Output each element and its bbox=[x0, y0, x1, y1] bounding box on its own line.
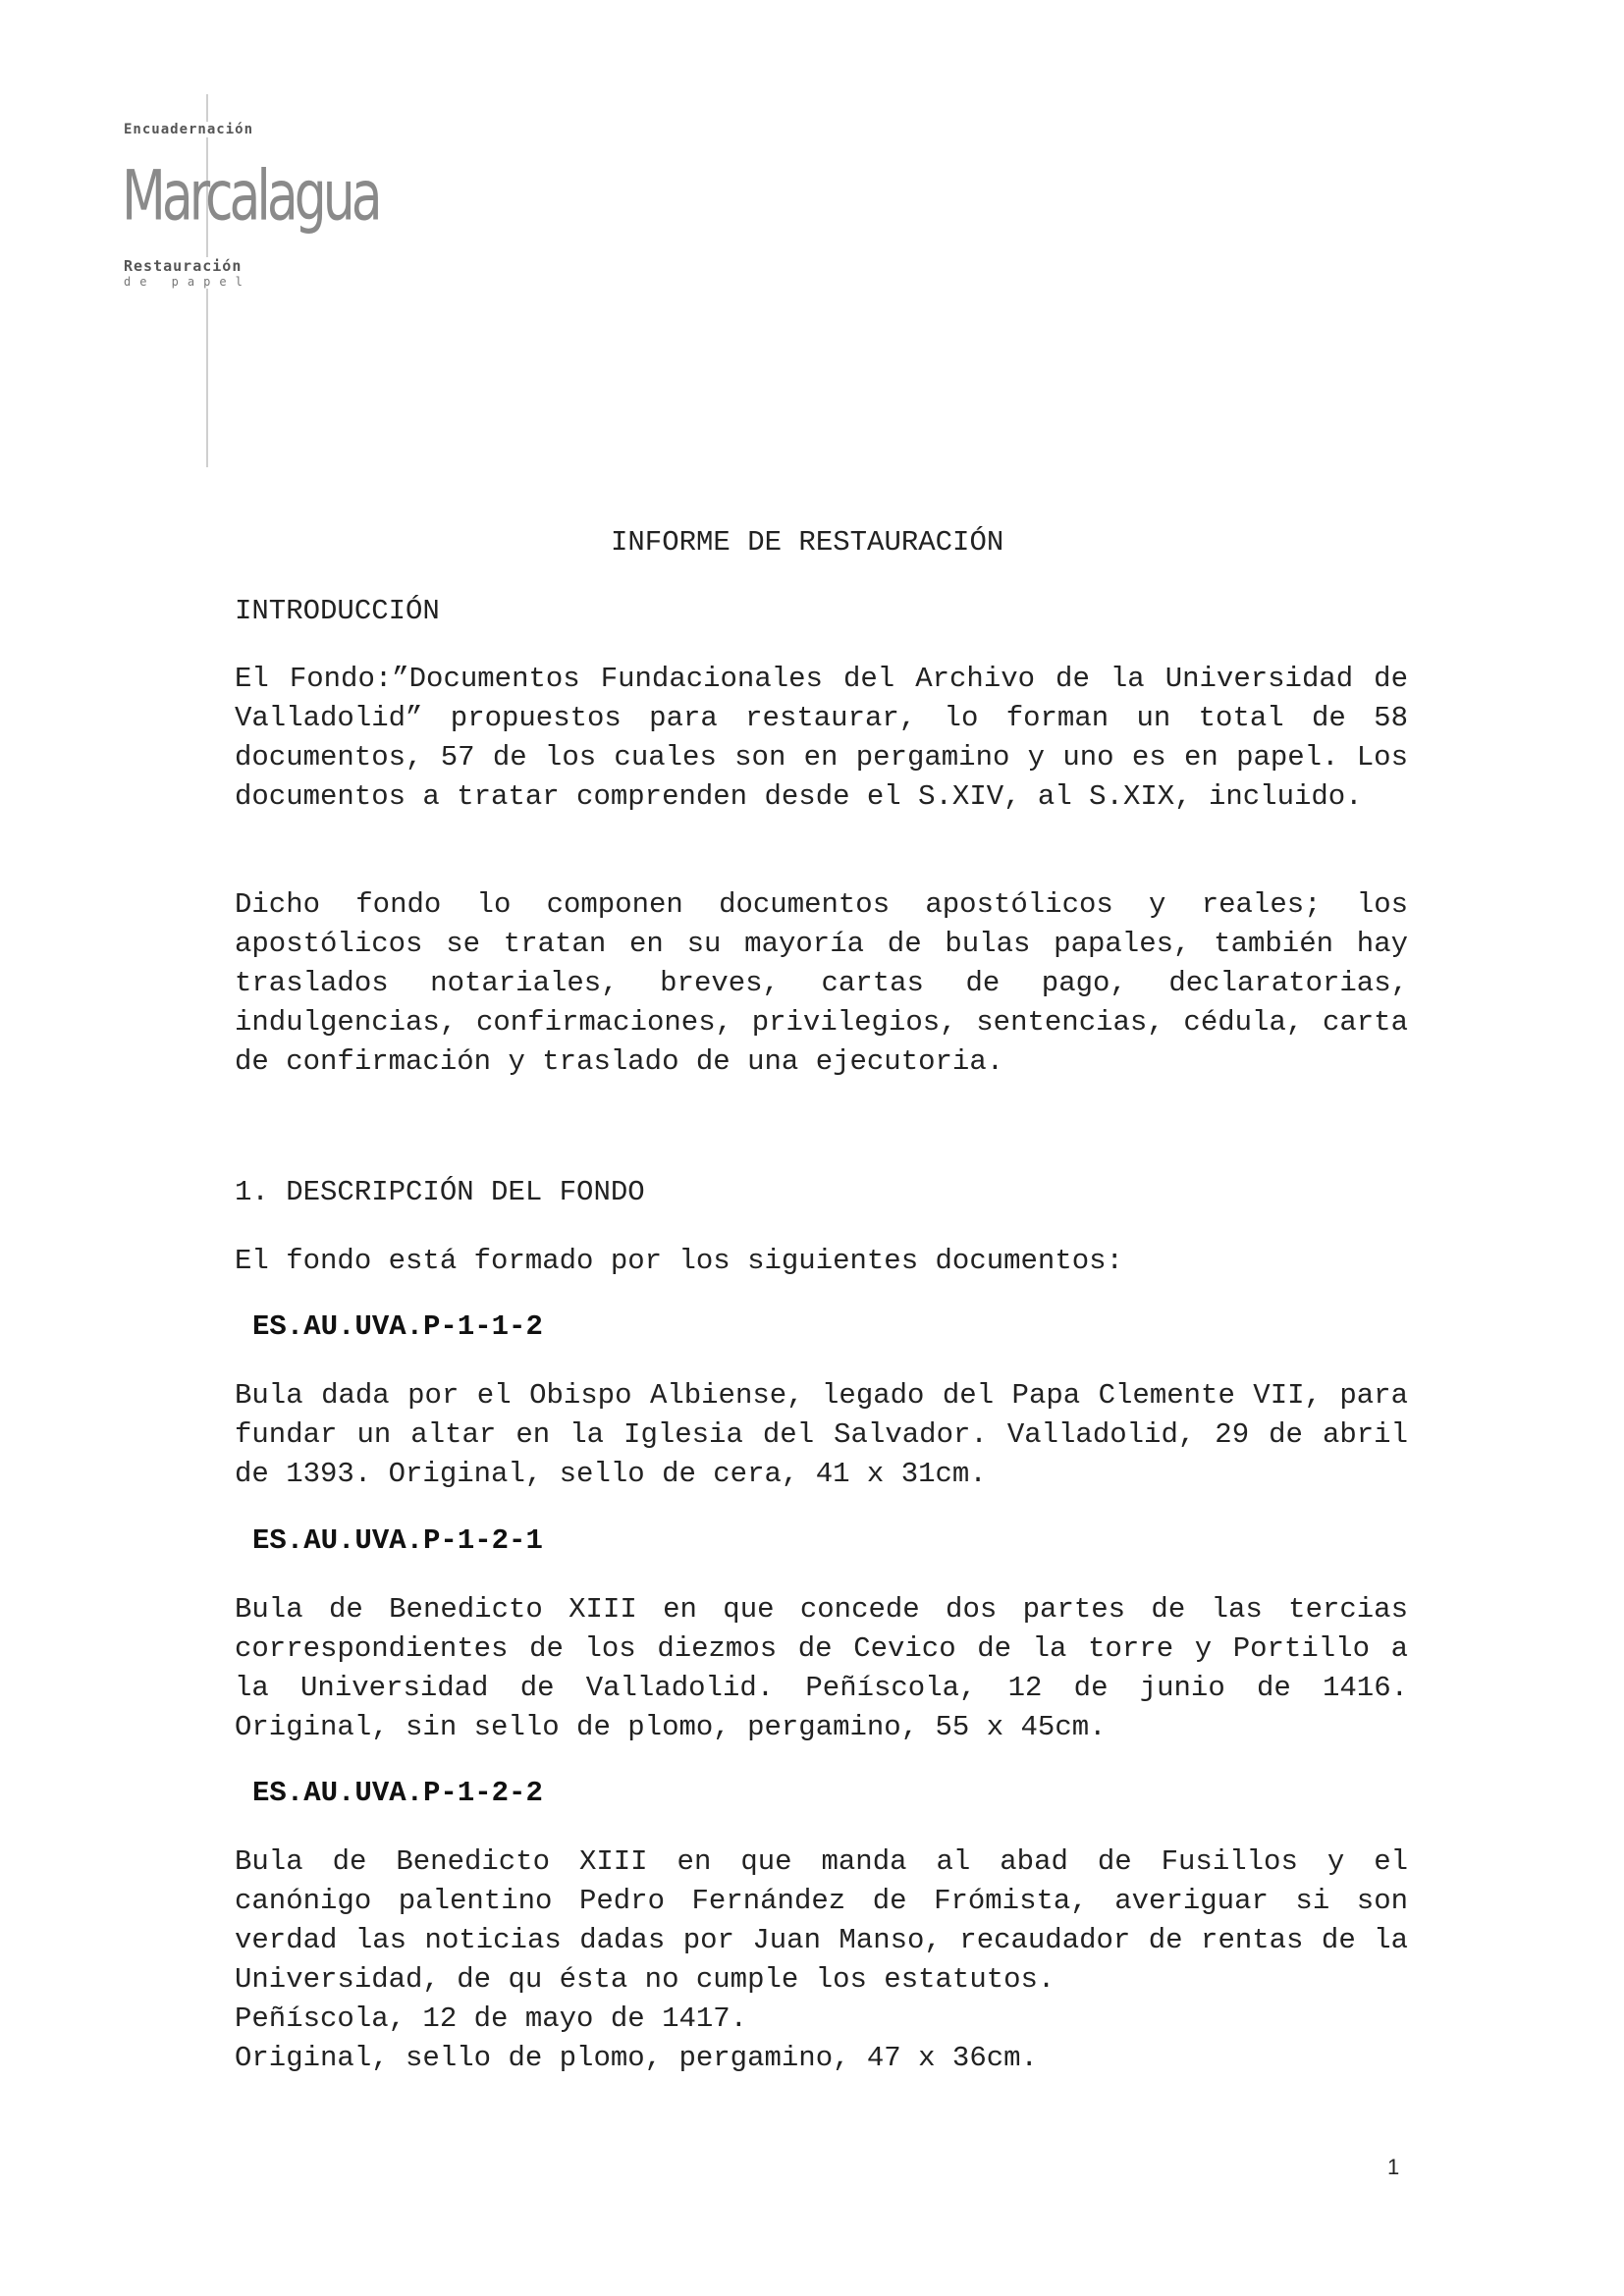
document-description: Bula dada por el Obispo Albiense, legado del Papa Clemente VII, para fundar un altar en la Iglesia del Salvador. Valladolid, 29 de abril de 1393. Original, sello de cera, 41 x 31cm. bbox=[235, 1379, 1408, 1490]
logo-bottom-text: Restauración bbox=[124, 257, 243, 275]
intro-heading: INTRODUCCIÓN bbox=[235, 595, 440, 627]
document-description-line: Bula de Benedicto XIII en que manda al abad de Fusillos y el canónigo palentino Pedro Fernández de Frómista, averiguar si son verdad las noticias dadas por Juan Manso, recaudador de rentas de la Universidad, de qu ésta no cumple los estatutos. bbox=[235, 1845, 1408, 1996]
logo-top-text: Encuadernación bbox=[124, 122, 254, 137]
intro-paragraph-1: El Fondo:”Documentos Fundacionales del Archivo de la Universidad de Valladolid” propuestos para restaurar, lo forman un total de 58 documentos, 57 de los cuales son en pergamino y uno es en papel. Los documentos a tratar comprenden desde el S.XIV, al S.XIX, incluido. bbox=[235, 663, 1408, 813]
document-code: ES.AU.UVA.P-1-2-1 bbox=[252, 1524, 543, 1557]
intro-paragraph-2: Dicho fondo lo componen documentos apostólicos y reales; los apostólicos se tratan en su mayoría de bulas papales, también hay traslados notariales, breves, cartas de pago, declaratorias, indulgencias, confirmaciones, privilegios, sentencias, cédula, carta de confirmación y traslado de una ejecutoria. bbox=[235, 888, 1408, 1078]
logo-brand: Marcalagua bbox=[122, 157, 379, 237]
logo-sub-text: de papel bbox=[124, 275, 251, 289]
document-code: ES.AU.UVA.P-1-1-2 bbox=[252, 1310, 543, 1343]
document-description-line: Original, sello de plomo, pergamino, 47 x 36cm. bbox=[235, 2042, 1038, 2074]
document-code: ES.AU.UVA.P-1-2-2 bbox=[252, 1777, 543, 1809]
page-number: 1 bbox=[1387, 2155, 1400, 2179]
report-title: INFORME DE RESTAURACIÓN bbox=[611, 526, 1004, 559]
company-logo bbox=[120, 94, 379, 467]
section1-heading: 1. DESCRIPCIÓN DEL FONDO bbox=[235, 1176, 645, 1208]
document-description bbox=[235, 1842, 1408, 2078]
document-description-line: Peñíscola, 12 de mayo de 1417. bbox=[235, 2002, 748, 2035]
section1-intro: El fondo está formado por los siguientes documentos: bbox=[235, 1245, 1123, 1277]
document-description: Bula de Benedicto XIII en que concede dos partes de las tercias correspondientes de los diezmos de Cevico de la torre y Portillo a la Universidad de Valladolid. Peñíscola, 12 de junio de 1416. Original, sin sello de plomo, pergamino, 55 x 45cm. bbox=[235, 1593, 1408, 1743]
